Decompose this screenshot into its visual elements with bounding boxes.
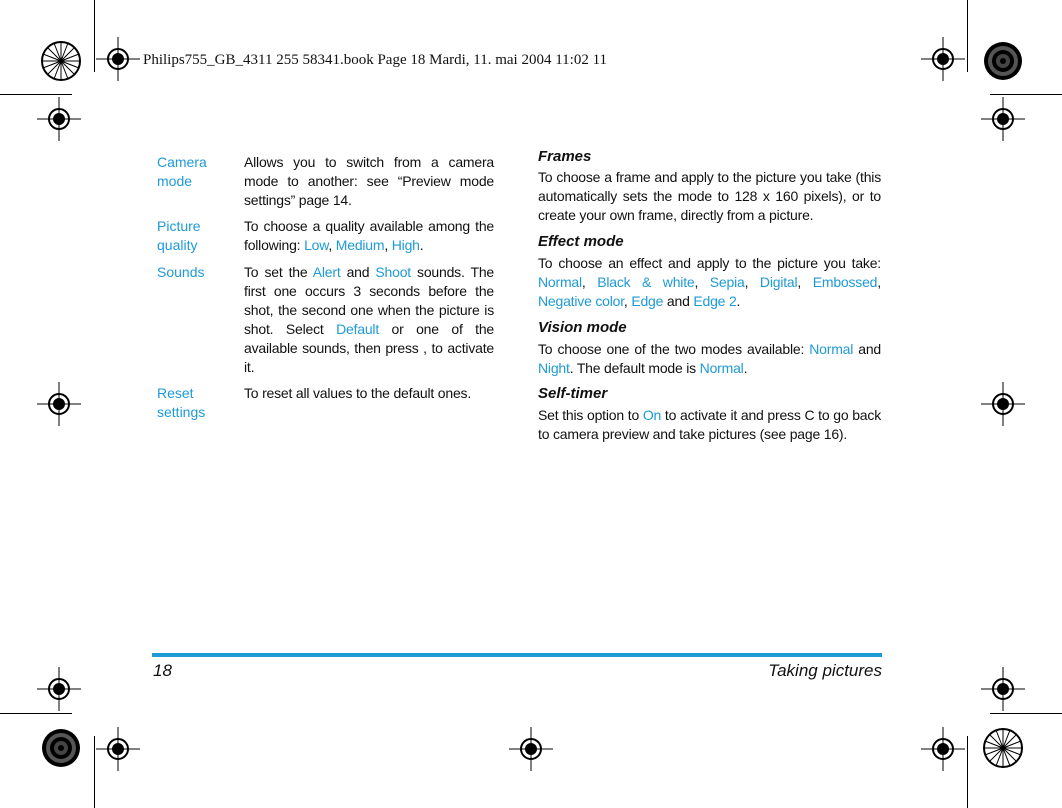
setting-description [244,263,494,377]
body-text: Allows you to switch from a camera mode to another: see “Preview mode settings” page 14. [244,154,494,208]
chapter-title: Taking pictures [768,661,882,680]
page-number: 18 [153,661,172,680]
registration-mark-icon [509,727,553,771]
crop-mark [0,713,72,714]
body-text: , [581,274,598,290]
menu-option-text: High [391,237,420,253]
book-slug: Philips755_GB_4311 255 58341.book Page 18 Mardi, 11. mai 2004 11:02 11 [143,52,608,68]
section-heading: Frames [538,148,592,165]
body-text: . [736,293,741,309]
body-text: , [744,274,760,290]
menu-option-text: Shoot [375,264,411,280]
setting-description [244,153,494,210]
crop-mark [990,94,1062,95]
body-text: To reset all values to the default ones. [244,385,472,401]
body-text: and [663,293,694,309]
menu-option-text: Digital [759,274,798,290]
crop-mark [967,0,968,72]
menu-option-text: Default [336,321,380,337]
menu-option-text: Normal [809,341,854,357]
section-paragraph [538,340,881,378]
section-heading: Vision mode [538,319,627,336]
concentric-target-icon [982,40,1024,82]
menu-option-text: Sepia [709,274,745,290]
setting-term: Camera mode [157,154,207,189]
registration-mark-icon [37,382,81,426]
menu-option-text: Edge 2 [693,293,737,309]
body-text: , [877,274,881,290]
section-heading: Self-timer [538,385,608,402]
crop-mark [94,0,95,72]
body-text: To set the [244,264,313,280]
section-paragraph [538,254,881,311]
starburst-target-icon [40,40,82,82]
body-text: To choose an effect and apply to the picture you take: [538,255,881,271]
body-text: , [694,274,710,290]
section-paragraph [538,168,881,225]
menu-option-text: Medium [335,237,385,253]
body-text: sounds. The first one occurs 3 seconds before the shot, the second one when the picture is shot. Select [244,264,494,337]
setting-description [244,217,494,255]
section-heading: Effect mode [538,233,624,250]
body-text: To choose a quality available among the following: [244,218,494,253]
body-text: Set this option to [538,407,643,423]
menu-option-text: Black & white [597,274,695,290]
crop-mark [967,736,968,808]
registration-mark-icon [981,667,1025,711]
body-text: , [384,237,392,253]
registration-mark-icon [921,37,965,81]
menu-option-text: Night [538,360,570,376]
registration-mark-icon [37,667,81,711]
registration-mark-icon [981,382,1025,426]
body-text: to activate it and press C to go back to camera preview and take pictures (see page 16). [538,407,881,442]
setting-term: Sounds [157,264,205,280]
body-text: . The default mode is [569,360,700,376]
setting-term: Picture quality [157,218,201,253]
body-text: , [797,274,813,290]
registration-mark-icon [37,97,81,141]
menu-option-text: Embossed [812,274,878,290]
menu-option-text: Negative color [538,293,624,309]
registration-mark-icon [921,727,965,771]
menu-option-text: Alert [312,264,341,280]
body-text: and [340,264,376,280]
setting-description [244,384,494,403]
crop-mark [0,94,72,95]
body-text: To choose one of the two modes available: [538,341,810,357]
crop-mark [990,713,1062,714]
body-text: and [853,341,881,357]
body-text: , [623,293,632,309]
setting-term: Reset settings [157,385,206,420]
menu-option-text: Low [304,237,329,253]
registration-mark-icon [96,727,140,771]
body-text: To choose a frame and apply to the picture you take (this automatically sets the mode to 128 x 160 pixels), or to create your own frame, directly from a picture. [538,169,881,223]
menu-option-text: Normal [699,360,744,376]
body-text: , [328,237,336,253]
registration-mark-icon [981,97,1025,141]
body-text: . [419,237,424,253]
menu-option-text: Edge [631,293,664,309]
starburst-target-icon [982,727,1024,769]
menu-option-text: On [642,407,662,423]
crop-mark [94,736,95,808]
footer-rule [152,653,882,657]
body-text: . [743,360,748,376]
concentric-target-icon [40,727,82,769]
body-text: or one of the available sounds, then press , to activate it. [244,321,494,375]
menu-option-text: Normal [538,274,582,290]
registration-mark-icon [96,37,140,81]
section-paragraph [538,406,881,444]
